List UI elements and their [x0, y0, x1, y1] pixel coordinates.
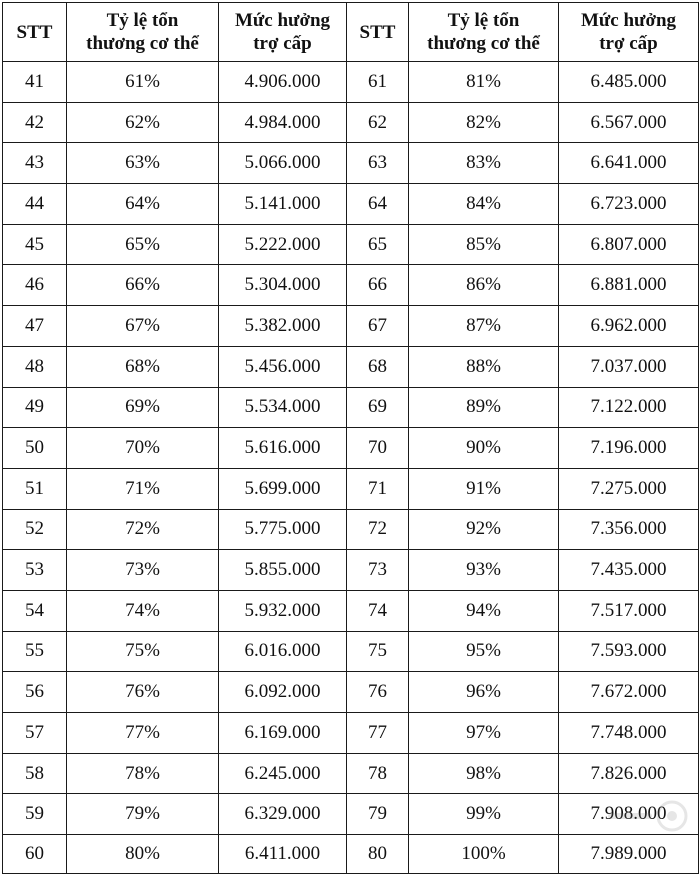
- cell-injury-rate-left: 75%: [67, 631, 219, 672]
- cell-injury-rate-left: 78%: [67, 753, 219, 794]
- cell-stt-left: 60: [3, 835, 67, 874]
- cell-benefit-amount-left: 5.304.000: [219, 265, 347, 306]
- cell-benefit-amount-left: 6.411.000: [219, 835, 347, 874]
- cell-stt-right: 72: [347, 509, 409, 550]
- table-row: [3, 143, 699, 184]
- cell-stt-left: 42: [3, 102, 67, 143]
- cell-benefit-amount-right: 7.275.000: [559, 468, 699, 509]
- cell-stt-right: 79: [347, 794, 409, 835]
- table-body: [3, 62, 699, 874]
- cell-benefit-amount-left: 5.141.000: [219, 184, 347, 225]
- table-row: [3, 102, 699, 143]
- table-header: [3, 3, 699, 62]
- table-row: [3, 631, 699, 672]
- cell-benefit-amount-left: 5.534.000: [219, 387, 347, 428]
- cell-stt-left: 54: [3, 590, 67, 631]
- cell-benefit-amount-left: 5.699.000: [219, 468, 347, 509]
- table-row: [3, 265, 699, 306]
- table-row: [3, 184, 699, 225]
- cell-stt-right: 70: [347, 428, 409, 469]
- cell-benefit-amount-left: 5.616.000: [219, 428, 347, 469]
- cell-stt-right: 78: [347, 753, 409, 794]
- cell-stt-right: 62: [347, 102, 409, 143]
- cell-stt-right: 66: [347, 265, 409, 306]
- cell-injury-rate-left: 80%: [67, 835, 219, 874]
- cell-injury-rate-right: 100%: [409, 835, 559, 874]
- cell-injury-rate-left: 73%: [67, 550, 219, 591]
- cell-stt-right: 75: [347, 631, 409, 672]
- cell-injury-rate-right: 97%: [409, 713, 559, 754]
- cell-benefit-amount-left: 5.456.000: [219, 346, 347, 387]
- cell-stt-right: 63: [347, 143, 409, 184]
- table-row: [3, 753, 699, 794]
- cell-stt-left: 45: [3, 224, 67, 265]
- cell-benefit-amount-left: 5.382.000: [219, 306, 347, 347]
- cell-benefit-amount-right: 7.517.000: [559, 590, 699, 631]
- cell-injury-rate-right: 95%: [409, 631, 559, 672]
- table-row: [3, 590, 699, 631]
- cell-benefit-amount-left: 5.775.000: [219, 509, 347, 550]
- table-row: [3, 468, 699, 509]
- cell-stt-left: 57: [3, 713, 67, 754]
- cell-stt-left: 56: [3, 672, 67, 713]
- cell-injury-rate-right: 83%: [409, 143, 559, 184]
- cell-benefit-amount-right: 7.826.000: [559, 753, 699, 794]
- cell-stt-left: 51: [3, 468, 67, 509]
- cell-injury-rate-right: 88%: [409, 346, 559, 387]
- cell-benefit-amount-left: 4.906.000: [219, 62, 347, 103]
- cell-injury-rate-left: 62%: [67, 102, 219, 143]
- cell-benefit-amount-right: 6.962.000: [559, 306, 699, 347]
- cell-benefit-amount-left: 6.092.000: [219, 672, 347, 713]
- header-stt-right: STT: [347, 3, 409, 62]
- cell-benefit-amount-left: 6.169.000: [219, 713, 347, 754]
- header-injury-rate-left: Tỷ lệ tổn thương cơ thể: [67, 3, 219, 62]
- cell-benefit-amount-left: 5.855.000: [219, 550, 347, 591]
- table-row: [3, 428, 699, 469]
- cell-injury-rate-left: 70%: [67, 428, 219, 469]
- cell-injury-rate-left: 79%: [67, 794, 219, 835]
- cell-injury-rate-right: 82%: [409, 102, 559, 143]
- cell-benefit-amount-right: 6.567.000: [559, 102, 699, 143]
- cell-stt-right: 76: [347, 672, 409, 713]
- cell-stt-right: 61: [347, 62, 409, 103]
- cell-stt-left: 49: [3, 387, 67, 428]
- table-row: [3, 306, 699, 347]
- cell-stt-right: 64: [347, 184, 409, 225]
- cell-benefit-amount-right: 7.989.000: [559, 835, 699, 874]
- cell-benefit-amount-left: 5.222.000: [219, 224, 347, 265]
- cell-injury-rate-right: 84%: [409, 184, 559, 225]
- cell-injury-rate-right: 99%: [409, 794, 559, 835]
- cell-injury-rate-right: 86%: [409, 265, 559, 306]
- cell-stt-right: 69: [347, 387, 409, 428]
- header-row: [3, 3, 699, 62]
- cell-injury-rate-right: 92%: [409, 509, 559, 550]
- cell-benefit-amount-right: 7.196.000: [559, 428, 699, 469]
- cell-stt-left: 50: [3, 428, 67, 469]
- benefit-rate-table: [2, 2, 699, 874]
- cell-stt-right: 67: [347, 306, 409, 347]
- header-stt-left: STT: [3, 3, 67, 62]
- cell-injury-rate-left: 76%: [67, 672, 219, 713]
- cell-stt-right: 71: [347, 468, 409, 509]
- cell-injury-rate-left: 68%: [67, 346, 219, 387]
- cell-stt-right: 68: [347, 346, 409, 387]
- cell-injury-rate-left: 67%: [67, 306, 219, 347]
- cell-stt-left: 53: [3, 550, 67, 591]
- cell-injury-rate-left: 63%: [67, 143, 219, 184]
- cell-benefit-amount-right: 7.356.000: [559, 509, 699, 550]
- header-benefit-amount-right: Mức hưởng trợ cấp: [559, 3, 699, 62]
- cell-benefit-amount-right: 6.485.000: [559, 62, 699, 103]
- cell-stt-right: 77: [347, 713, 409, 754]
- cell-injury-rate-right: 91%: [409, 468, 559, 509]
- cell-stt-left: 41: [3, 62, 67, 103]
- cell-benefit-amount-right: 6.881.000: [559, 265, 699, 306]
- cell-benefit-amount-right: 7.122.000: [559, 387, 699, 428]
- cell-benefit-amount-left: 6.016.000: [219, 631, 347, 672]
- table-row: [3, 713, 699, 754]
- cell-injury-rate-left: 61%: [67, 62, 219, 103]
- cell-injury-rate-right: 94%: [409, 590, 559, 631]
- cell-injury-rate-right: 96%: [409, 672, 559, 713]
- cell-injury-rate-right: 98%: [409, 753, 559, 794]
- table-row: [3, 550, 699, 591]
- cell-injury-rate-right: 85%: [409, 224, 559, 265]
- cell-stt-left: 46: [3, 265, 67, 306]
- cell-stt-left: 58: [3, 753, 67, 794]
- table-row: [3, 346, 699, 387]
- cell-stt-left: 55: [3, 631, 67, 672]
- table-row: [3, 509, 699, 550]
- cell-injury-rate-left: 72%: [67, 509, 219, 550]
- cell-injury-rate-left: 71%: [67, 468, 219, 509]
- cell-benefit-amount-left: 4.984.000: [219, 102, 347, 143]
- cell-benefit-amount-right: 7.908.000: [559, 794, 699, 835]
- cell-stt-left: 43: [3, 143, 67, 184]
- cell-benefit-amount-left: 6.329.000: [219, 794, 347, 835]
- cell-injury-rate-right: 89%: [409, 387, 559, 428]
- cell-stt-left: 52: [3, 509, 67, 550]
- cell-stt-left: 44: [3, 184, 67, 225]
- table-row: [3, 794, 699, 835]
- cell-stt-left: 48: [3, 346, 67, 387]
- cell-benefit-amount-right: 7.037.000: [559, 346, 699, 387]
- cell-benefit-amount-right: 6.723.000: [559, 184, 699, 225]
- cell-benefit-amount-left: 6.245.000: [219, 753, 347, 794]
- cell-injury-rate-left: 74%: [67, 590, 219, 631]
- cell-benefit-amount-right: 7.435.000: [559, 550, 699, 591]
- cell-stt-right: 65: [347, 224, 409, 265]
- cell-injury-rate-left: 66%: [67, 265, 219, 306]
- table-row: [3, 387, 699, 428]
- cell-injury-rate-right: 93%: [409, 550, 559, 591]
- cell-injury-rate-left: 77%: [67, 713, 219, 754]
- cell-injury-rate-left: 64%: [67, 184, 219, 225]
- table-row: [3, 835, 699, 874]
- cell-stt-right: 73: [347, 550, 409, 591]
- cell-stt-left: 47: [3, 306, 67, 347]
- cell-benefit-amount-right: 7.672.000: [559, 672, 699, 713]
- cell-benefit-amount-right: 7.593.000: [559, 631, 699, 672]
- cell-injury-rate-left: 69%: [67, 387, 219, 428]
- table-row: [3, 224, 699, 265]
- cell-stt-right: 80: [347, 835, 409, 874]
- cell-injury-rate-left: 65%: [67, 224, 219, 265]
- header-injury-rate-right: Tỷ lệ tổn thương cơ thể: [409, 3, 559, 62]
- cell-injury-rate-right: 90%: [409, 428, 559, 469]
- cell-stt-left: 59: [3, 794, 67, 835]
- table-row: [3, 62, 699, 103]
- cell-stt-right: 74: [347, 590, 409, 631]
- table-row: [3, 672, 699, 713]
- cell-benefit-amount-right: 6.641.000: [559, 143, 699, 184]
- cell-injury-rate-right: 87%: [409, 306, 559, 347]
- cell-benefit-amount-left: 5.932.000: [219, 590, 347, 631]
- cell-benefit-amount-right: 6.807.000: [559, 224, 699, 265]
- cell-benefit-amount-right: 7.748.000: [559, 713, 699, 754]
- header-benefit-amount-left: Mức hưởng trợ cấp: [219, 3, 347, 62]
- cell-benefit-amount-left: 5.066.000: [219, 143, 347, 184]
- cell-injury-rate-right: 81%: [409, 62, 559, 103]
